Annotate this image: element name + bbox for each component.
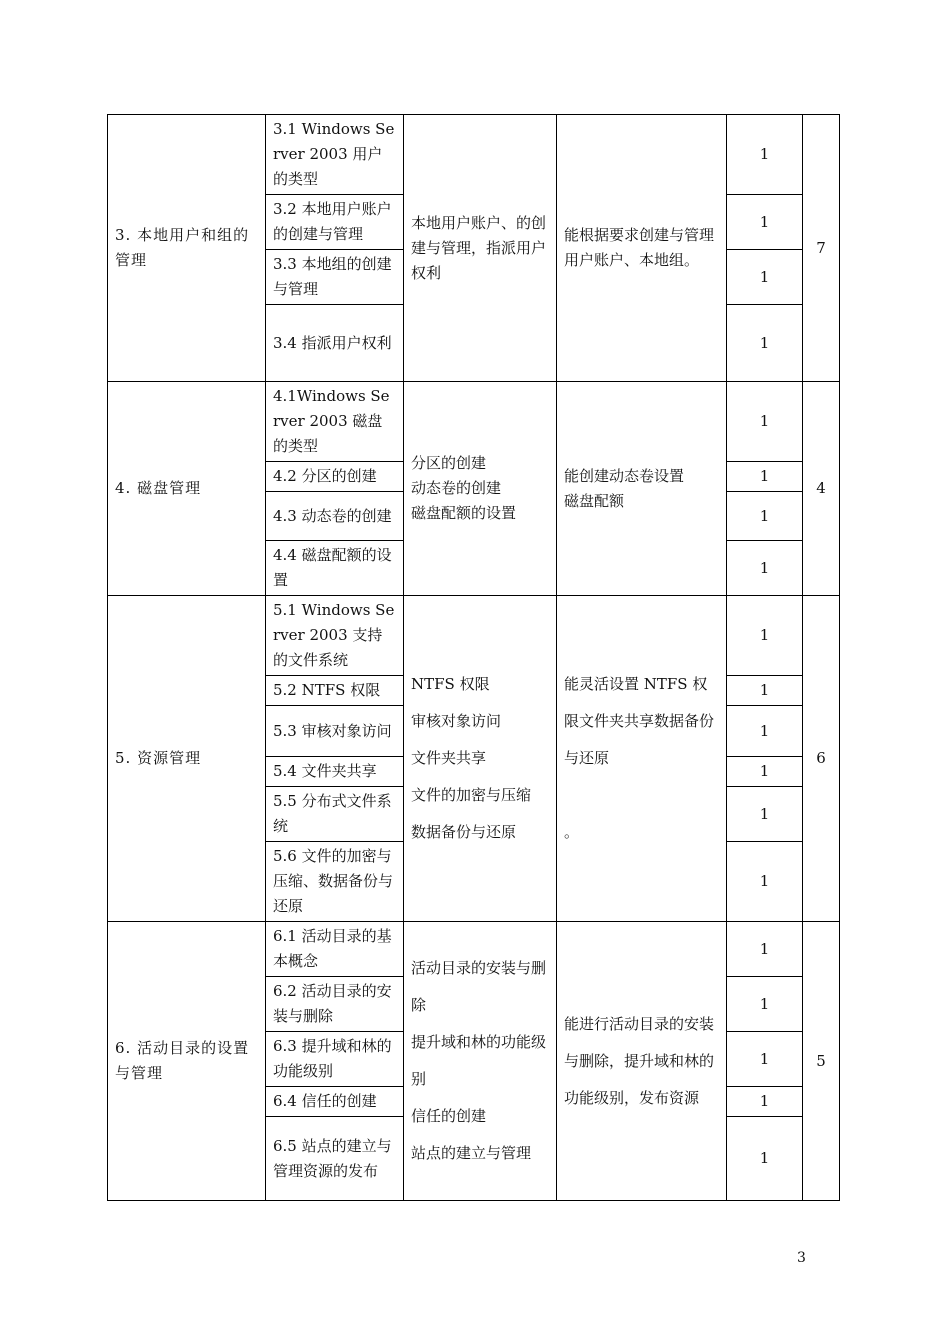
ability-line: 。 <box>564 823 580 841</box>
unit-total-hours: 7 <box>803 115 840 382</box>
content-line: 文件夹共享 <box>411 749 487 767</box>
content-line: 文件的加密与压缩 <box>411 786 532 804</box>
subtopic-title: 4.2 分区的创建 <box>266 462 404 492</box>
subtopic-hours: 1 <box>727 842 803 922</box>
table-row <box>108 596 840 676</box>
table-row <box>108 115 840 195</box>
ability-requirement <box>557 382 727 596</box>
content-line: 数据备份与还原 <box>411 823 517 841</box>
subtopic-hours: 1 <box>727 195 803 250</box>
ability-line <box>564 777 719 814</box>
subtopic-hours: 1 <box>727 757 803 787</box>
subtopic-title: 5.6 文件的加密与压缩、数据备份与还原 <box>266 842 404 922</box>
table-row <box>108 922 840 977</box>
ability-requirement <box>557 922 727 1201</box>
subtopic-hours: 1 <box>727 541 803 596</box>
subtopic-title: 4.1Windows Server 2003 磁盘的类型 <box>266 382 404 462</box>
unit-title: 6. 活动目录的设置与管理 <box>108 922 266 1201</box>
subtopic-title: 3.1 Windows Server 2003 用户的类型 <box>266 115 404 195</box>
syllabus-table <box>107 114 840 1201</box>
content-line: NTFS 权限 <box>411 675 490 693</box>
table-row <box>108 382 840 462</box>
unit-title: 5. 资源管理 <box>108 596 266 922</box>
content-line: 活动目录的安装与删除 <box>411 959 547 1014</box>
teaching-content <box>404 115 557 382</box>
content-line: 站点的建立与管理 <box>411 1144 532 1162</box>
content-line: 分区的创建 <box>411 454 487 472</box>
ability-line: 磁盘配额 <box>564 491 625 510</box>
subtopic-title: 5.5 分布式文件系统 <box>266 787 404 842</box>
unit-title: 4. 磁盘管理 <box>108 382 266 596</box>
subtopic-title: 3.2 本地用户账户的创建与管理 <box>266 195 404 250</box>
subtopic-title: 6.5 站点的建立与管理资源的发布 <box>266 1117 404 1201</box>
content-line: 审核对象访问 <box>411 712 502 730</box>
subtopic-title: 6.3 提升域和林的功能级别 <box>266 1032 404 1087</box>
subtopic-hours: 1 <box>727 706 803 757</box>
content-line: 本地用户账户、的创建与管理，指派用户权利 <box>411 213 547 282</box>
subtopic-title: 5.3 审核对象访问 <box>266 706 404 757</box>
unit-total-hours: 4 <box>803 382 840 596</box>
subtopic-hours: 1 <box>727 922 803 977</box>
teaching-content <box>404 596 557 922</box>
content-line: 提升域和林的功能级别 <box>411 1033 547 1088</box>
content-line: 信任的创建 <box>411 1107 487 1125</box>
subtopic-title: 6.4 信任的创建 <box>266 1087 404 1117</box>
subtopic-hours: 1 <box>727 1032 803 1087</box>
content-line: 动态卷的创建 <box>411 479 502 497</box>
ability-line: 能灵活设置 NTFS 权限文件夹共享数据备份与还原 <box>564 675 715 767</box>
content-line: 磁盘配额的设置 <box>411 504 517 522</box>
ability-requirement <box>557 596 727 922</box>
ability-line: 能进行活动目录的安装与删除，提升域和林的功能级别，发布资源 <box>564 1014 715 1107</box>
subtopic-title: 4.3 动态卷的创建 <box>266 492 404 541</box>
subtopic-hours: 1 <box>727 115 803 195</box>
subtopic-title: 4.4 磁盘配额的设置 <box>266 541 404 596</box>
subtopic-title: 6.1 活动目录的基本概念 <box>266 922 404 977</box>
subtopic-hours: 1 <box>727 462 803 492</box>
subtopic-title: 5.2 NTFS 权限 <box>266 676 404 706</box>
page-number: 3 <box>797 1250 806 1266</box>
ability-line: 能创建动态卷设置 <box>564 466 685 485</box>
subtopic-hours: 1 <box>727 305 803 382</box>
ability-requirement <box>557 115 727 382</box>
unit-title: 3. 本地用户和组的管理 <box>108 115 266 382</box>
subtopic-title: 5.4 文件夹共享 <box>266 757 404 787</box>
syllabus-table-body <box>108 115 840 1201</box>
subtopic-hours: 1 <box>727 492 803 541</box>
subtopic-title: 6.2 活动目录的安装与删除 <box>266 977 404 1032</box>
subtopic-title: 3.4 指派用户权利 <box>266 305 404 382</box>
subtopic-title: 5.1 Windows Server 2003 支持的文件系统 <box>266 596 404 676</box>
subtopic-hours: 1 <box>727 787 803 842</box>
subtopic-hours: 1 <box>727 1117 803 1201</box>
subtopic-hours: 1 <box>727 596 803 676</box>
subtopic-hours: 1 <box>727 1087 803 1117</box>
ability-line: 能根据要求创建与管理用户账户、本地组。 <box>564 226 715 269</box>
teaching-content <box>404 922 557 1201</box>
unit-total-hours: 6 <box>803 596 840 922</box>
subtopic-hours: 1 <box>727 250 803 305</box>
subtopic-hours: 1 <box>727 382 803 462</box>
subtopic-hours: 1 <box>727 977 803 1032</box>
subtopic-hours: 1 <box>727 676 803 706</box>
subtopic-title: 3.3 本地组的创建与管理 <box>266 250 404 305</box>
teaching-content <box>404 382 557 596</box>
unit-total-hours: 5 <box>803 922 840 1201</box>
